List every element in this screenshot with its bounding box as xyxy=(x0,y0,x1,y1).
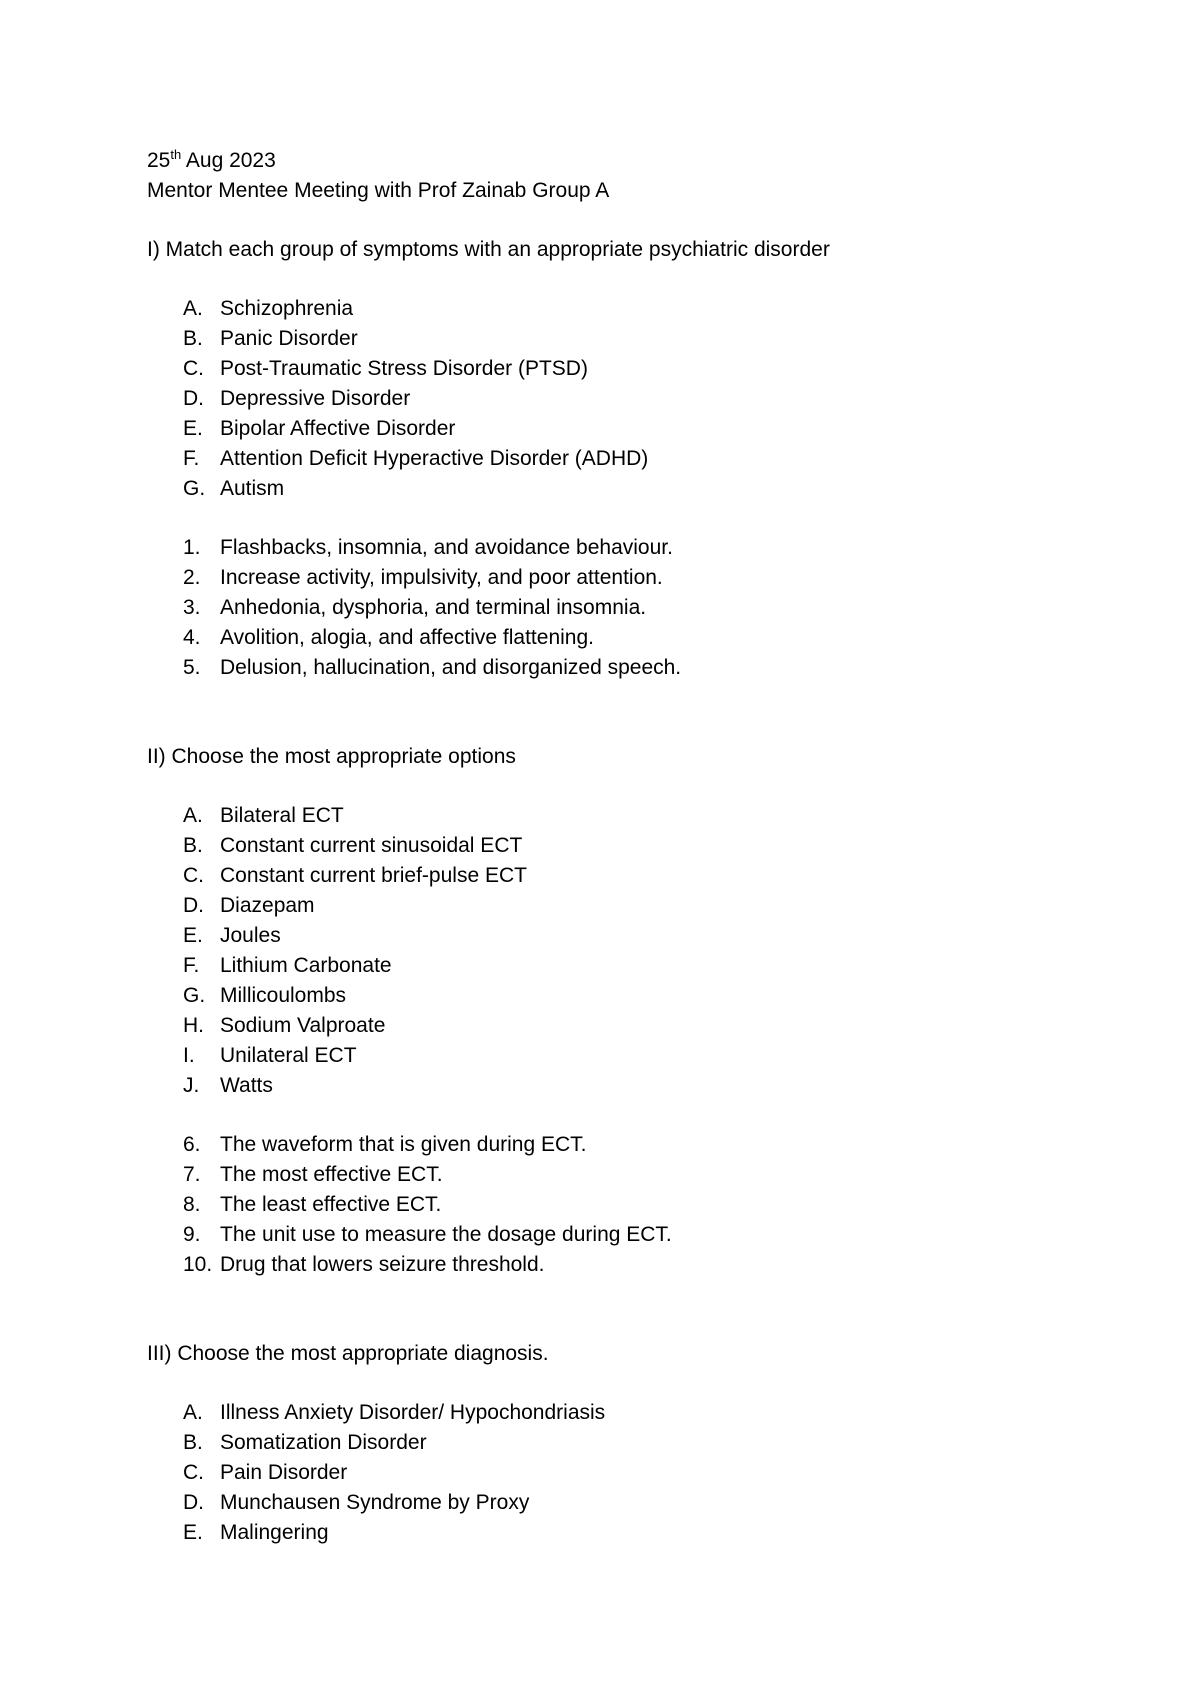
list-item xyxy=(147,623,1097,653)
list-item xyxy=(147,1071,1097,1101)
list-marker: G. xyxy=(183,477,206,500)
list-item xyxy=(147,653,1097,683)
option-text: Unilateral ECT xyxy=(220,1044,357,1067)
question-text: Delusion, hallucination, and disorganized speech. xyxy=(220,656,682,679)
option-text: Illness Anxiety Disorder/ Hypochondriasis xyxy=(220,1401,606,1424)
list-item xyxy=(147,1220,1097,1250)
question-text: Drug that lowers seizure threshold. xyxy=(220,1253,545,1276)
list-marker: E. xyxy=(183,924,203,947)
list-item xyxy=(147,384,1097,414)
list-item xyxy=(147,1428,1097,1458)
list-item xyxy=(147,861,1097,891)
list-marker: A. xyxy=(183,297,203,320)
section3-heading: III) Choose the most appropriate diagnosis. xyxy=(147,1342,549,1365)
option-text: Autism xyxy=(220,477,285,500)
list-marker: B. xyxy=(183,1431,203,1454)
list-marker: B. xyxy=(183,834,203,857)
list-item xyxy=(147,1250,1097,1280)
list-marker: G. xyxy=(183,984,206,1007)
question-text: The least effective ECT. xyxy=(220,1193,442,1216)
list-marker: 8. xyxy=(183,1193,201,1216)
option-text: Millicoulombs xyxy=(220,984,347,1007)
option-text: Pain Disorder xyxy=(220,1461,348,1484)
list-marker: C. xyxy=(183,357,204,380)
list-marker: 5. xyxy=(183,656,201,679)
list-marker: I. xyxy=(183,1044,195,1067)
list-item xyxy=(147,294,1097,324)
section3-options xyxy=(147,1398,1097,1548)
list-item xyxy=(147,1130,1097,1160)
list-item xyxy=(147,1041,1097,1071)
option-text: Post-Traumatic Stress Disorder (PTSD) xyxy=(220,357,588,380)
option-text: Bipolar Affective Disorder xyxy=(220,417,456,440)
section2-heading: II) Choose the most appropriate options xyxy=(147,745,516,768)
section1-heading: I) Match each group of symptoms with an appropriate psychiatric disorder xyxy=(147,238,830,261)
list-item xyxy=(147,324,1097,354)
date-month-year: Aug 2023 xyxy=(181,149,276,172)
section1-options xyxy=(147,294,1097,504)
option-text: Attention Deficit Hyperactive Disorder (ADHD) xyxy=(220,447,649,470)
option-text: Joules xyxy=(220,924,281,947)
list-marker: 2. xyxy=(183,566,201,589)
list-marker: D. xyxy=(183,1491,204,1514)
question-text: The unit use to measure the dosage during ECT. xyxy=(220,1223,672,1246)
list-marker: B. xyxy=(183,327,203,350)
section1-questions xyxy=(147,533,1097,683)
list-marker: 6. xyxy=(183,1133,201,1156)
option-text: Depressive Disorder xyxy=(220,387,411,410)
list-item xyxy=(147,1160,1097,1190)
option-text: Somatization Disorder xyxy=(220,1431,427,1454)
list-marker: E. xyxy=(183,1521,203,1544)
list-marker: 1. xyxy=(183,536,201,559)
list-marker: C. xyxy=(183,864,204,887)
list-item xyxy=(147,1398,1097,1428)
list-item xyxy=(147,1011,1097,1041)
list-item xyxy=(147,563,1097,593)
question-text: Increase activity, impulsivity, and poor attention. xyxy=(220,566,663,589)
list-item xyxy=(147,1190,1097,1220)
question-text: Flashbacks, insomnia, and avoidance behaviour. xyxy=(220,536,673,559)
list-marker: A. xyxy=(183,1401,203,1424)
list-marker: 4. xyxy=(183,626,201,649)
question-text: Avolition, alogia, and affective flattening. xyxy=(220,626,594,649)
list-item xyxy=(147,1488,1097,1518)
date-day: 25 xyxy=(147,149,171,172)
list-item xyxy=(147,831,1097,861)
option-text: Constant current brief-pulse ECT xyxy=(220,864,527,887)
option-text: Diazepam xyxy=(220,894,315,917)
list-marker: C. xyxy=(183,1461,204,1484)
list-marker: F. xyxy=(183,447,200,470)
option-text: Watts xyxy=(220,1074,273,1097)
list-item xyxy=(147,474,1097,504)
date-suffix: th xyxy=(170,147,182,162)
section2-questions xyxy=(147,1130,1097,1280)
option-text: Schizophrenia xyxy=(220,297,354,320)
option-text: Sodium Valproate xyxy=(220,1014,386,1037)
list-item xyxy=(147,533,1097,563)
list-marker: H. xyxy=(183,1014,204,1037)
option-text: Lithium Carbonate xyxy=(220,954,392,977)
list-item xyxy=(147,981,1097,1011)
list-marker: E. xyxy=(183,417,203,440)
list-item xyxy=(147,444,1097,474)
question-text: The most effective ECT. xyxy=(220,1163,443,1186)
list-item xyxy=(147,801,1097,831)
meeting-date xyxy=(147,146,1097,176)
list-marker: D. xyxy=(183,387,204,410)
list-marker: 3. xyxy=(183,596,201,619)
document-body xyxy=(147,146,1097,1548)
list-item xyxy=(147,1518,1097,1548)
list-item xyxy=(147,414,1097,444)
meeting-title: Mentor Mentee Meeting with Prof Zainab Group A xyxy=(147,179,610,202)
question-text: The waveform that is given during ECT. xyxy=(220,1133,587,1156)
list-marker: 7. xyxy=(183,1163,201,1186)
list-item xyxy=(147,951,1097,981)
list-marker: F. xyxy=(183,954,200,977)
section2-options xyxy=(147,801,1097,1101)
option-text: Panic Disorder xyxy=(220,327,358,350)
list-item xyxy=(147,891,1097,921)
list-marker: 10. xyxy=(183,1253,213,1276)
list-item xyxy=(147,354,1097,384)
option-text: Bilateral ECT xyxy=(220,804,344,827)
list-item xyxy=(147,593,1097,623)
option-text: Malingering xyxy=(220,1521,329,1544)
list-item xyxy=(147,921,1097,951)
option-text: Constant current sinusoidal ECT xyxy=(220,834,523,857)
list-marker: A. xyxy=(183,804,203,827)
list-marker: J. xyxy=(183,1074,200,1097)
list-item xyxy=(147,1458,1097,1488)
list-marker: D. xyxy=(183,894,204,917)
list-marker: 9. xyxy=(183,1223,201,1246)
question-text: Anhedonia, dysphoria, and terminal insomnia. xyxy=(220,596,647,619)
option-text: Munchausen Syndrome by Proxy xyxy=(220,1491,530,1514)
